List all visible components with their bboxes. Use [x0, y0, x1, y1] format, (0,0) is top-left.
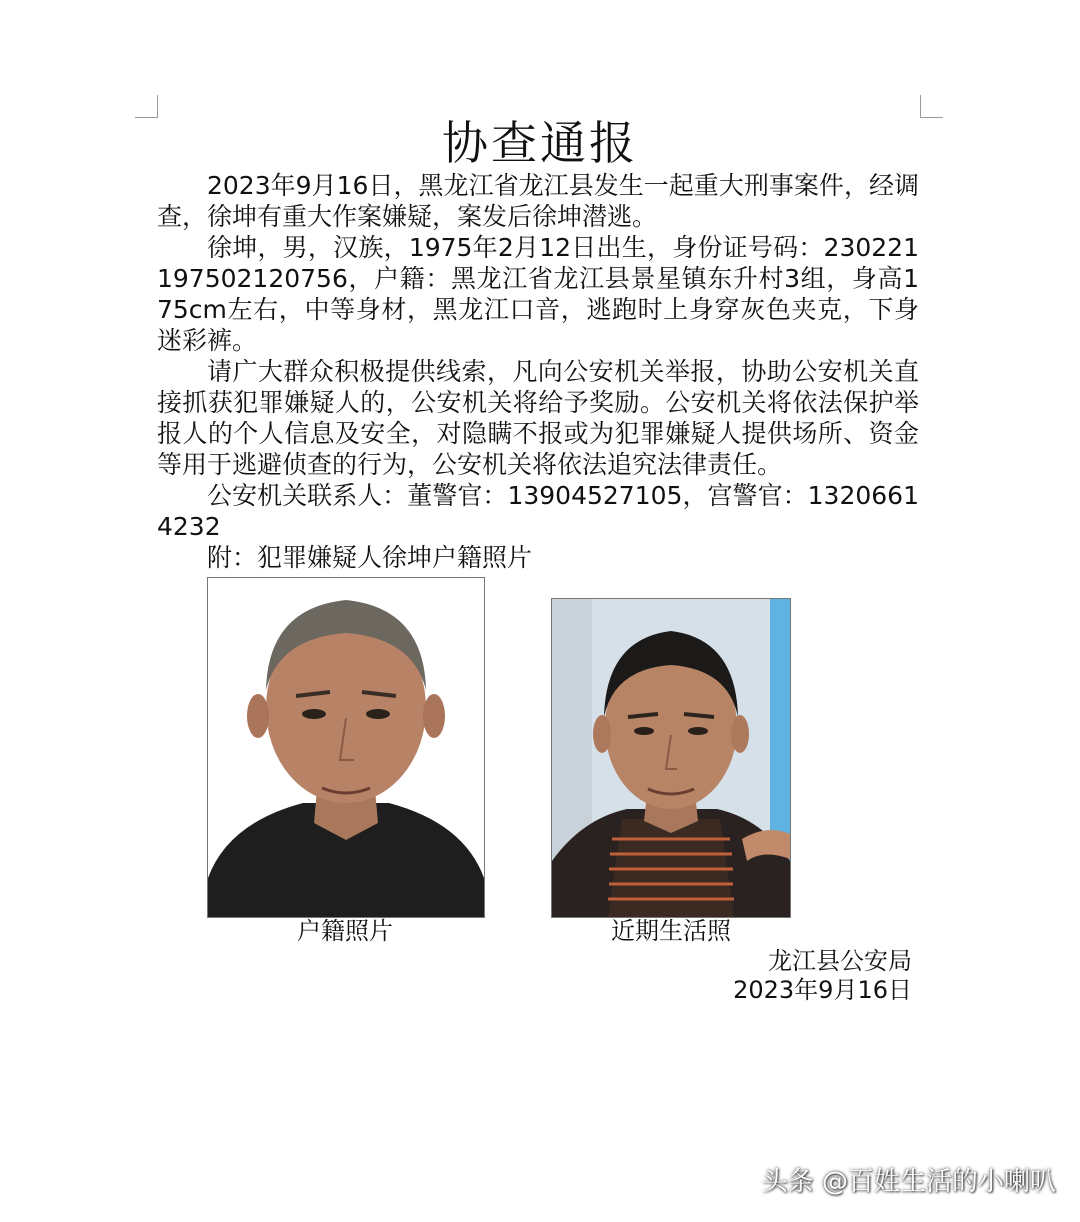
- portrait-illustration-2: [552, 599, 790, 917]
- portrait-illustration-1: [208, 578, 484, 917]
- notice-body: [157, 170, 919, 573]
- photo2-caption: 近期生活照: [611, 917, 731, 945]
- paragraph-case-summary: 2023年9月16日，黑龙江省龙江县发生一起重大刑事案件，经调查，徐坤有重大作案嫌疑，案发后徐坤潜逃。: [157, 171, 919, 231]
- recent-life-photo: [551, 598, 791, 918]
- issuing-agency: 龙江县公安局: [768, 947, 912, 975]
- household-registration-photo: [207, 577, 485, 918]
- issue-date: 2023年9月16日: [733, 976, 912, 1004]
- notice-title: 协查通报: [442, 116, 638, 170]
- paragraph-attachment-note: 附：犯罪嫌疑人徐坤户籍照片: [207, 543, 533, 572]
- paragraph-contacts: 公安机关联系人：董警官：13904527105，宫警官：13206614232: [157, 481, 919, 541]
- watermark-text: 头条 @百姓生活的小喇叭: [761, 1167, 1056, 1197]
- photo1-caption: 户籍照片: [297, 917, 393, 945]
- paragraph-public-appeal: 请广大群众积极提供线索，凡向公安机关举报，协助公安机关直接抓获犯罪嫌疑人的，公安机关将给予奖励。公安机关将依法保护举报人的个人信息及安全，对隐瞒不报或为犯罪嫌疑人提供场所、资金等用于逃避侦查的行为，公安机关将依法追究法律责任。: [157, 357, 919, 479]
- paragraph-suspect-details: 徐坤，男，汉族，1975年2月12日出生，身份证号码：230221197502120756，户籍：黑龙江省龙江县景星镇东升村3组，身高175cm左右，中等身材，黑龙江口音，逃跑时上身穿灰色夹克，下身迷彩裤。: [157, 233, 919, 355]
